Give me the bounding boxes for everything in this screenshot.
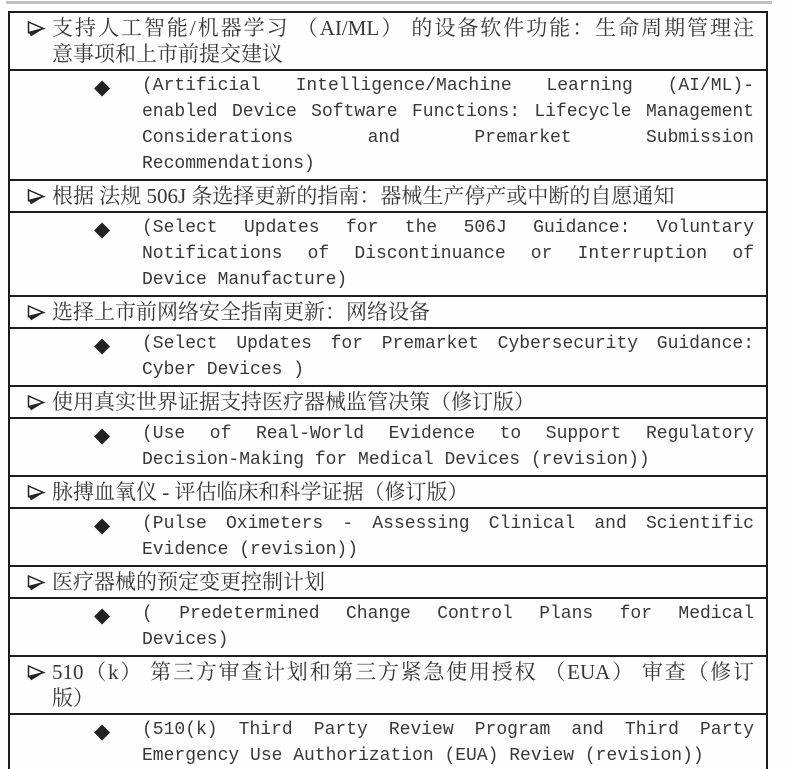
text-line: 支持人工智能/机器学习 （AI/ML） 的设备软件功能：生命周期管理注 xyxy=(52,16,754,40)
row-text xyxy=(142,215,754,293)
text-line: Decision-Making for Medical Devices (revision)) xyxy=(142,450,650,470)
text-line: 版） xyxy=(52,686,94,710)
translation-row xyxy=(10,715,766,769)
text-line: 选择上市前网络安全指南更新：网络设备 xyxy=(52,300,430,324)
arrow-bullet-icon xyxy=(26,390,46,412)
text-line: Notifications of Discontinuance or Interruption of xyxy=(142,244,754,264)
text-line: 使用真实世界证据支持医疗器械监管决策（修订版） xyxy=(52,390,535,414)
text-line: Recommendations) xyxy=(142,154,315,174)
text-line: (Select Updates for the 506J Guidance: Voluntary xyxy=(142,218,754,238)
row-text xyxy=(52,659,754,711)
guidance-table xyxy=(8,11,768,769)
translation-row xyxy=(10,71,766,181)
text-line: Cyber Devices ) xyxy=(142,360,305,380)
translation-row xyxy=(10,599,766,657)
text-line: (Artificial Intelligence/Machine Learning (AI/ML)- xyxy=(142,76,754,96)
row-text xyxy=(142,421,754,473)
text-line: enabled Device Software Functions: Lifecycle Management xyxy=(142,102,754,122)
row-text xyxy=(52,569,754,595)
translation-row xyxy=(10,419,766,477)
arrow-bullet-icon xyxy=(26,570,46,592)
text-line: Device Manufacture) xyxy=(142,270,348,290)
text-line: (Select Updates for Premarket Cybersecurity Guidance: xyxy=(142,334,754,354)
text-line: 医疗器械的预定变更控制计划 xyxy=(52,570,325,594)
topic-row xyxy=(10,567,766,599)
translation-row xyxy=(10,509,766,567)
topic-row xyxy=(10,657,766,715)
text-line: 510（k） 第三方审查计划和第三方紧急使用授权 （EUA） 审查（修订 xyxy=(52,660,755,684)
text-line: (510(k) Third Party Review Program and Third Party xyxy=(142,720,754,740)
diamond-bullet-icon: ◆ xyxy=(94,333,111,357)
text-line: 根据 法规 506J 条选择更新的指南：器械生产停产或中断的自愿通知 xyxy=(52,184,675,208)
text-line: (Use of Real-World Evidence to Support Regulatory xyxy=(142,424,754,444)
translation-row xyxy=(10,213,766,297)
diamond-bullet-icon: ◆ xyxy=(94,75,111,99)
row-text xyxy=(142,717,754,769)
text-line: Considerations and Premarket Submission xyxy=(142,128,754,148)
row-text xyxy=(52,299,754,325)
diamond-bullet-icon: ◆ xyxy=(94,603,111,627)
topic-row xyxy=(10,297,766,329)
arrow-bullet-icon xyxy=(26,184,46,206)
arrow-bullet-icon xyxy=(26,300,46,322)
topic-row xyxy=(10,477,766,509)
arrow-bullet-icon xyxy=(26,480,46,502)
topic-row xyxy=(10,387,766,419)
diamond-bullet-icon: ◆ xyxy=(94,423,111,447)
text-line: 脉搏血氧仪 - 评估临床和科学证据（修订版） xyxy=(52,480,469,504)
row-text xyxy=(52,389,754,415)
diamond-bullet-icon: ◆ xyxy=(94,513,111,537)
text-line: 意事项和上市前提交建议 xyxy=(52,42,283,66)
row-text xyxy=(142,331,754,383)
diamond-bullet-icon: ◆ xyxy=(94,719,111,743)
text-line: (Pulse Oximeters - Assessing Clinical and Scientific xyxy=(142,514,754,534)
diamond-bullet-icon: ◆ xyxy=(94,217,111,241)
row-text xyxy=(142,511,754,563)
topic-row xyxy=(10,181,766,213)
row-text xyxy=(142,601,754,653)
translation-row xyxy=(10,329,766,387)
text-line: Devices) xyxy=(142,630,229,650)
arrow-bullet-icon xyxy=(26,16,46,38)
row-text xyxy=(142,73,754,177)
text-line: Evidence (revision)) xyxy=(142,540,359,560)
row-text xyxy=(52,479,754,505)
cropped-table-edge xyxy=(6,1,772,4)
row-text xyxy=(52,183,754,209)
topic-row xyxy=(10,13,766,71)
row-text xyxy=(52,15,754,67)
text-line: ( Predetermined Change Control Plans for Medical xyxy=(142,604,754,624)
arrow-bullet-icon xyxy=(26,660,46,682)
text-line: Emergency Use Authorization (EUA) Review (revision)) xyxy=(142,746,704,766)
